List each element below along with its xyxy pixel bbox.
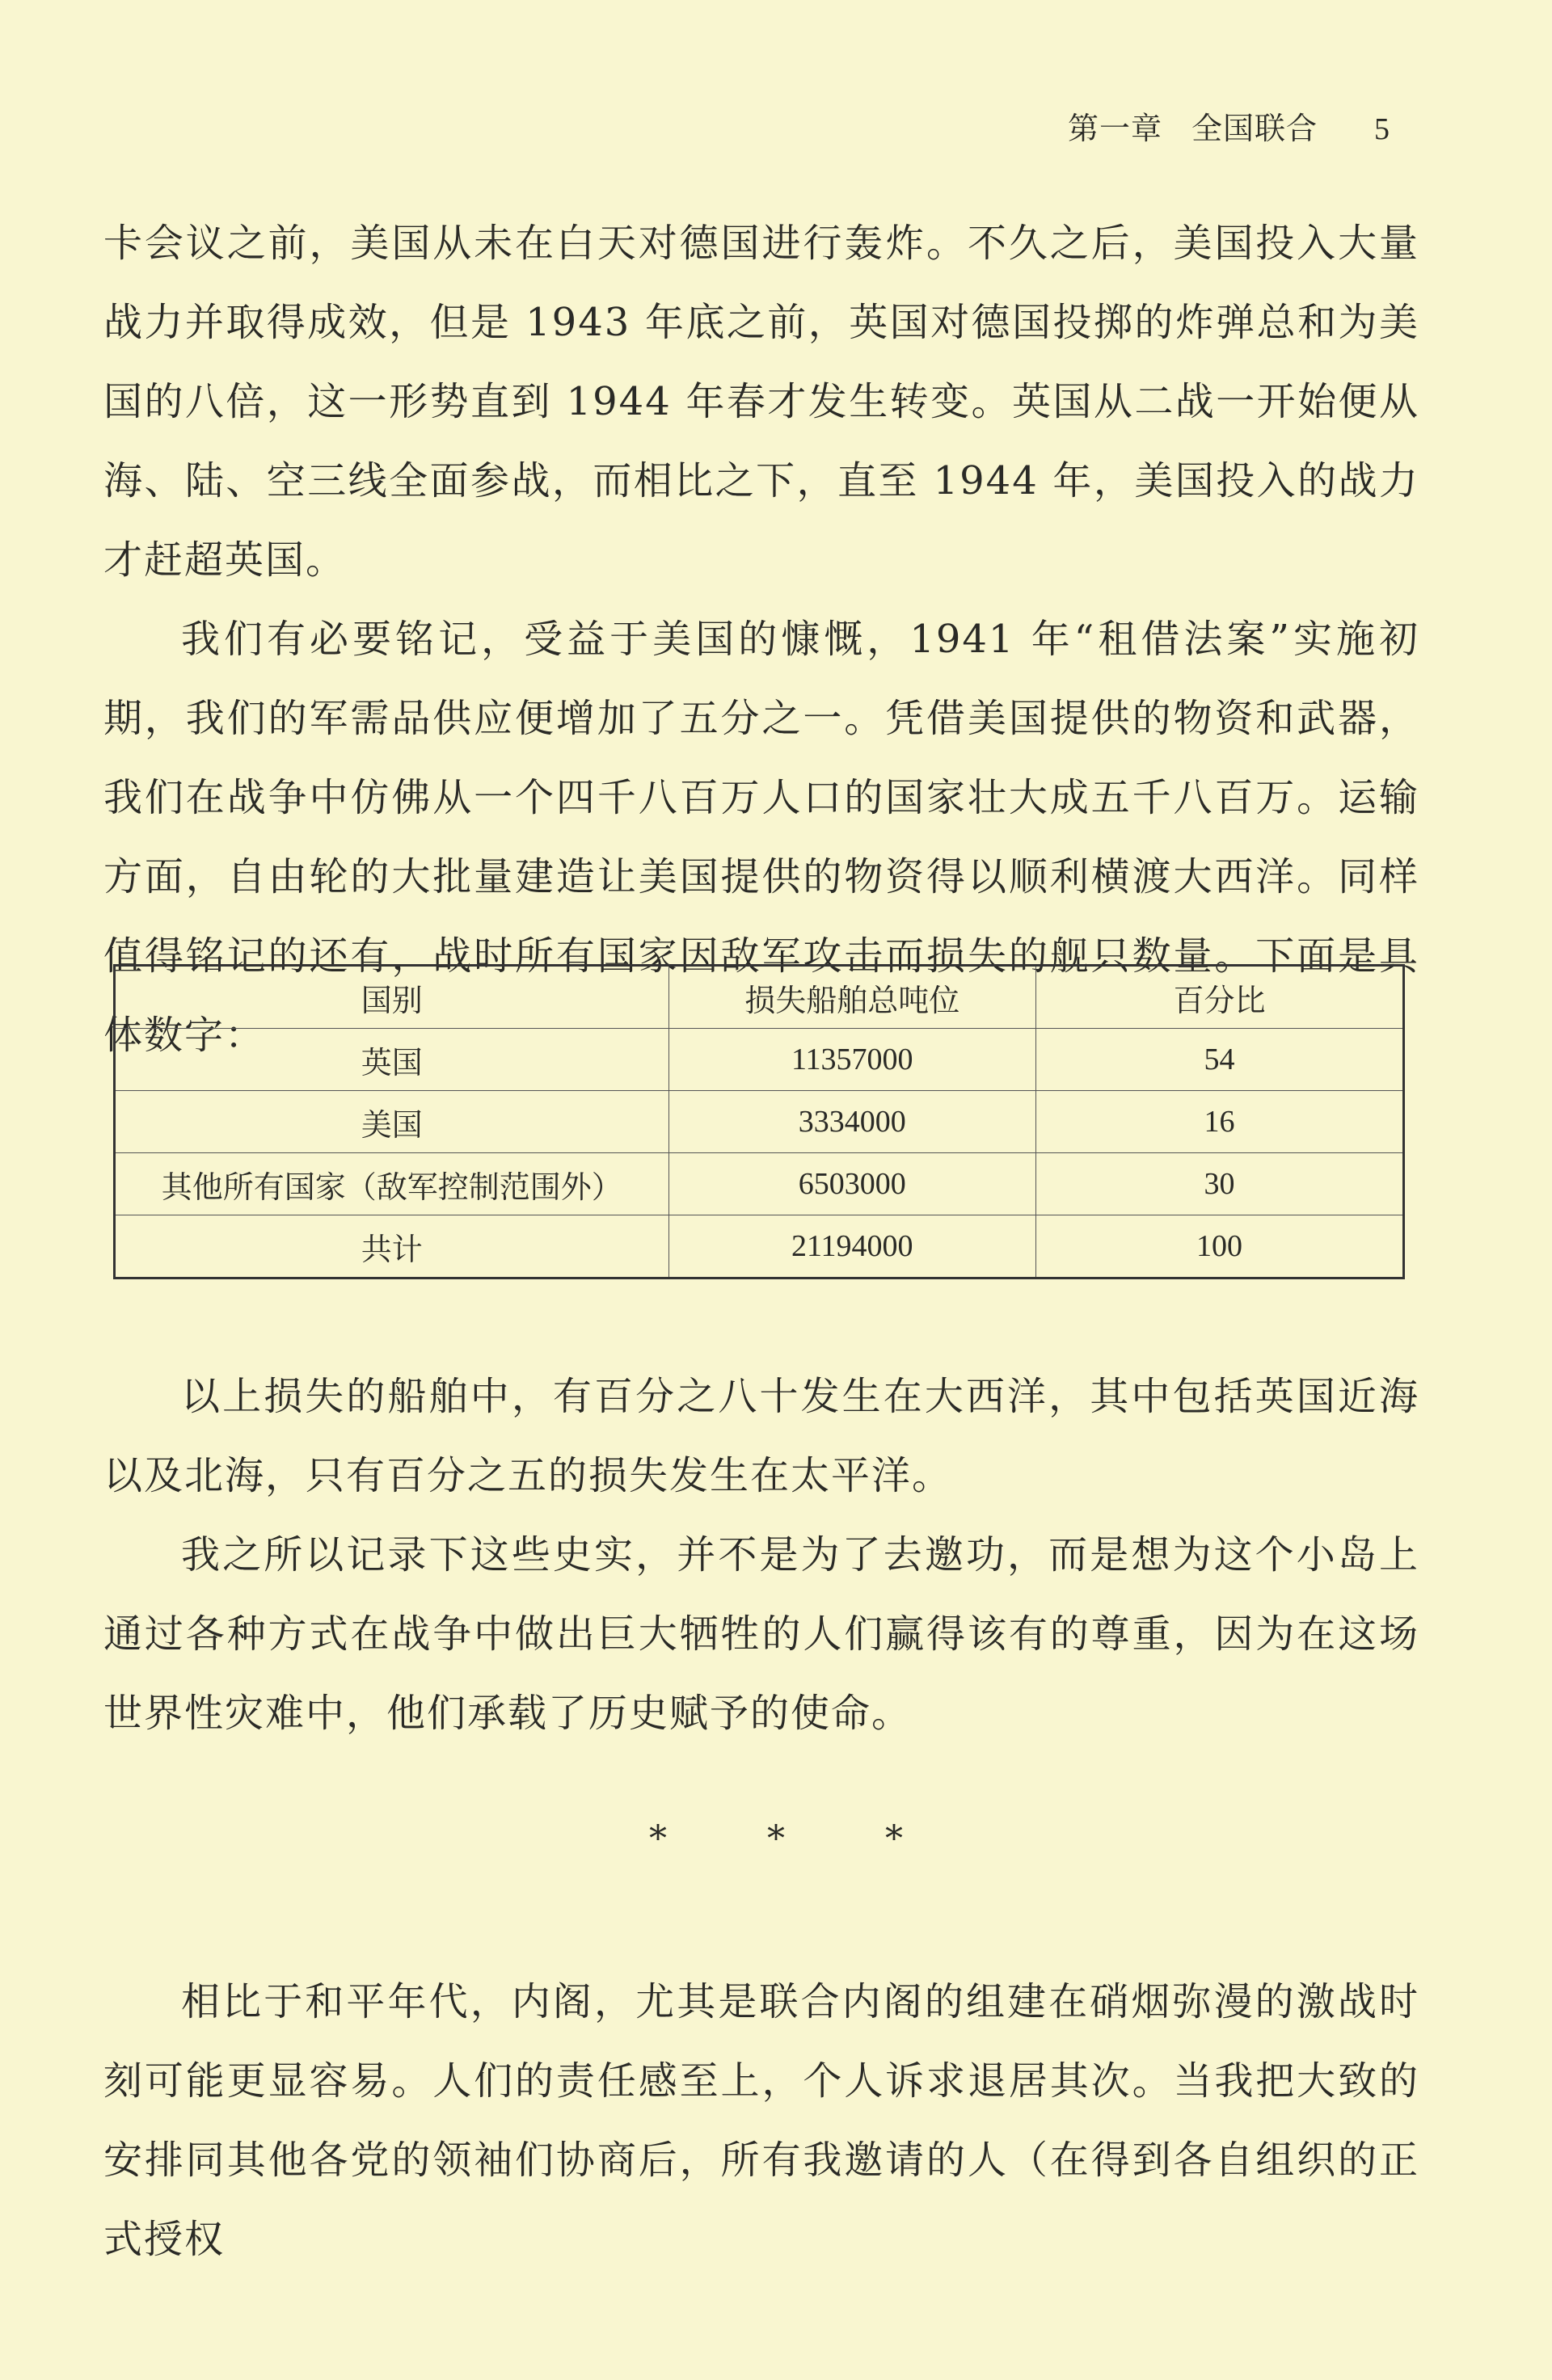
cell-country: 英国 (115, 1029, 669, 1091)
section-break (0, 1818, 1552, 1860)
text-block-top (103, 204, 1419, 1075)
cell-tonnage: 21194000 (668, 1215, 1035, 1278)
cell-tonnage: 6503000 (668, 1153, 1035, 1215)
shipping-loss-table (113, 964, 1405, 1279)
cell-percentage: 16 (1035, 1091, 1403, 1153)
text-block-bottom (103, 1962, 1419, 2279)
paragraph: 相比于和平年代，内阁，尤其是联合内阁的组建在硝烟弥漫的激战时刻可能更显容易。人们的责任感至上，个人诉求退居其次。当我把大致的安排同其他各党的领袖们协商后，所有我邀请的人（在得到各自组织的正式授权 (103, 1979, 1419, 2262)
column-header-tonnage: 损失船舶总吨位 (668, 966, 1035, 1029)
text-block-middle (103, 1357, 1419, 1753)
cell-tonnage: 11357000 (668, 1029, 1035, 1091)
cell-country: 美国 (115, 1091, 669, 1153)
table-row (115, 1029, 1404, 1091)
cell-percentage: 30 (1035, 1153, 1403, 1215)
column-header-percentage: 百分比 (1035, 966, 1403, 1029)
cell-percentage: 54 (1035, 1029, 1403, 1091)
cell-country: 共计 (115, 1215, 669, 1278)
asterisk: * (767, 1818, 785, 1860)
asterisk: * (649, 1818, 667, 1860)
shipping-loss-table-wrap (113, 964, 1405, 1279)
table-row (115, 1091, 1404, 1153)
chapter-title: 全国联合 (1191, 111, 1318, 146)
table-header-row (115, 966, 1404, 1029)
paragraph: 我之所以记录下这些史实，并不是为了去邀功，而是想为这个小岛上通过各种方式在战争中做出巨大牺牲的人们赢得该有的尊重，因为在这场世界性灾难中，他们承载了历史赋予的使命。 (103, 1532, 1419, 1736)
page-number: 5 (1374, 112, 1390, 146)
asterisk: * (885, 1818, 903, 1860)
cell-percentage: 100 (1035, 1215, 1403, 1278)
table-row (115, 1153, 1404, 1215)
table-row-total (115, 1215, 1404, 1278)
chapter-label: 第一章 (1067, 111, 1162, 146)
column-header-country: 国别 (115, 966, 669, 1029)
cell-tonnage: 3334000 (668, 1091, 1035, 1153)
paragraph: 以上损失的船舶中，有百分之八十发生在大西洋，其中包括英国近海以及北海，只有百分之五的损失发生在太平洋。 (103, 1374, 1419, 1498)
paragraph: 卡会议之前，美国从未在白天对德国进行轰炸。不久之后，美国投入大量战力并取得成效，但是 1943 年底之前，英国对德国投掷的炸弹总和为美国的八倍，这一形势直到 1944 年春才发生转变。英国从二战一开始便从海、陆、空三线全面参战，而相比之下，直至 1944 年，美国投入的战力才赶超英国。 (103, 221, 1419, 583)
running-head (1068, 103, 1390, 148)
paragraph: 我们有必要铭记，受益于美国的慷慨，1941 年“租借法案”实施初期，我们的军需品供应便增加了五分之一。凭借美国提供的物资和武器，我们在战争中仿佛从一个四千八百万人口的国家壮大成五千八百万。运输方面，自由轮的大批量建造让美国提供的物资得以顺利横渡大西洋。同样值得铭记的还有，战时所有国家因敌军攻击而损失的舰只数量。下面是具体数字： (103, 617, 1419, 1058)
cell-country: 其他所有国家（敌军控制范围外） (115, 1153, 669, 1215)
